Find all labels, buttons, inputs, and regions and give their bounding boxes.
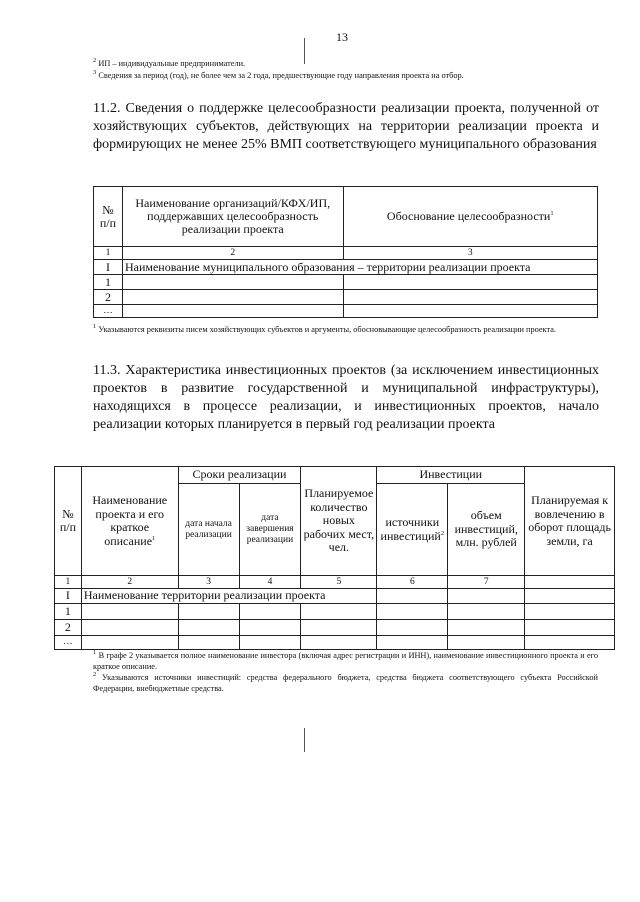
footnote-2: $^2$ ИП – индивидуальные предприниматели. [93,57,246,68]
col-header-num: № п/п [94,187,123,247]
investment-projects-table [54,466,615,650]
group-label: Наименование муниципального образования – территории реализации проекта [122,260,597,275]
index-row: 1 2 3 4 5 6 7 [55,576,615,589]
col-header-num: № п/п [55,467,82,576]
col-header-org: Наименование организаций/КФХ/ИП, поддержавших целесообразность реализации проекта [122,187,343,247]
col-header-land: Планируемая к вовлечению в оборот площадь земли, га [525,467,615,576]
table-row: 2 [55,620,615,636]
col-header-jobs: Планируемое количество новых рабочих мест, чел. [301,467,377,576]
group-row: I Наименование территории реализации проекта [55,589,615,604]
col-header-reason: Обоснование целесообразности$^1$ [343,187,597,247]
col-header-volume: объем инвестиций, млн. рублей [448,484,525,576]
footnote-3: $^3$ Сведения за период (год), не более чем за 2 года, предшествующие году направления проекта на отбор. [93,69,464,80]
group-header-invest: Инвестиции [377,467,525,484]
group-row: I Наименование муниципального образования – территории реализации проекта [94,260,598,275]
col-header-source: источники инвестиций$^2$ [377,484,448,576]
section-11-3-heading: 11.3. Характеристика инвестиционных проектов (за исключением инвестиционных проектов в развитие государственной и муниципальной инфраструктуры), находящихся в процессе реализации, и инвестиционных проектов, начало реализации которых планируется в первый год реализации проекта [93,363,599,432]
table-row: 1 [55,604,615,620]
col-header-end: дата завершения реализации [239,484,301,576]
table-row: 2 [94,290,598,305]
section-11-2-heading: 11.2. Сведения о поддержке целесообразности реализации проекта, полученной от хозяйствующих субъектов, действующих на территории реализации проекта и формирующих не менее 25% ВМП соответствующего муниципального образования [93,101,599,152]
table-row: … [55,636,615,650]
top-footnotes [93,58,613,82]
scan-mark [304,728,305,752]
table-row: … [94,305,598,318]
footnote-2: $^2$ Указываются источники инвестиций: средства федерального бюджета, средства бюджета соответствующего субъекта Российской Федерации, внебюджетные средства. [93,671,598,693]
support-table [93,186,598,318]
group-header-terms: Сроки реализации [178,467,301,484]
table-header-row [94,187,598,247]
index-row: 1 2 3 [94,247,598,260]
table-row: 1 [94,275,598,290]
page-number: 13 [336,30,348,44]
col-header-name: Наименование проекта и его краткое описание$^1$ [81,467,178,576]
footnote-1: $^1$ В графе 2 указывается полное наименование инвестора (включая адрес регистрации и ИНН), наименование инвестиционного проекта и его краткое описание. [93,649,598,671]
table-header-row [55,467,615,484]
col-header-start: дата начала реализации [178,484,239,576]
investment-table-footnotes [93,650,598,694]
group-label: Наименование территории реализации проекта [81,589,376,604]
support-table-footnote: $^1$ Указываются реквизиты писем хозяйствующих субъектов и аргументы, обосновывающие целесообразность реализации проекта. [93,323,556,334]
